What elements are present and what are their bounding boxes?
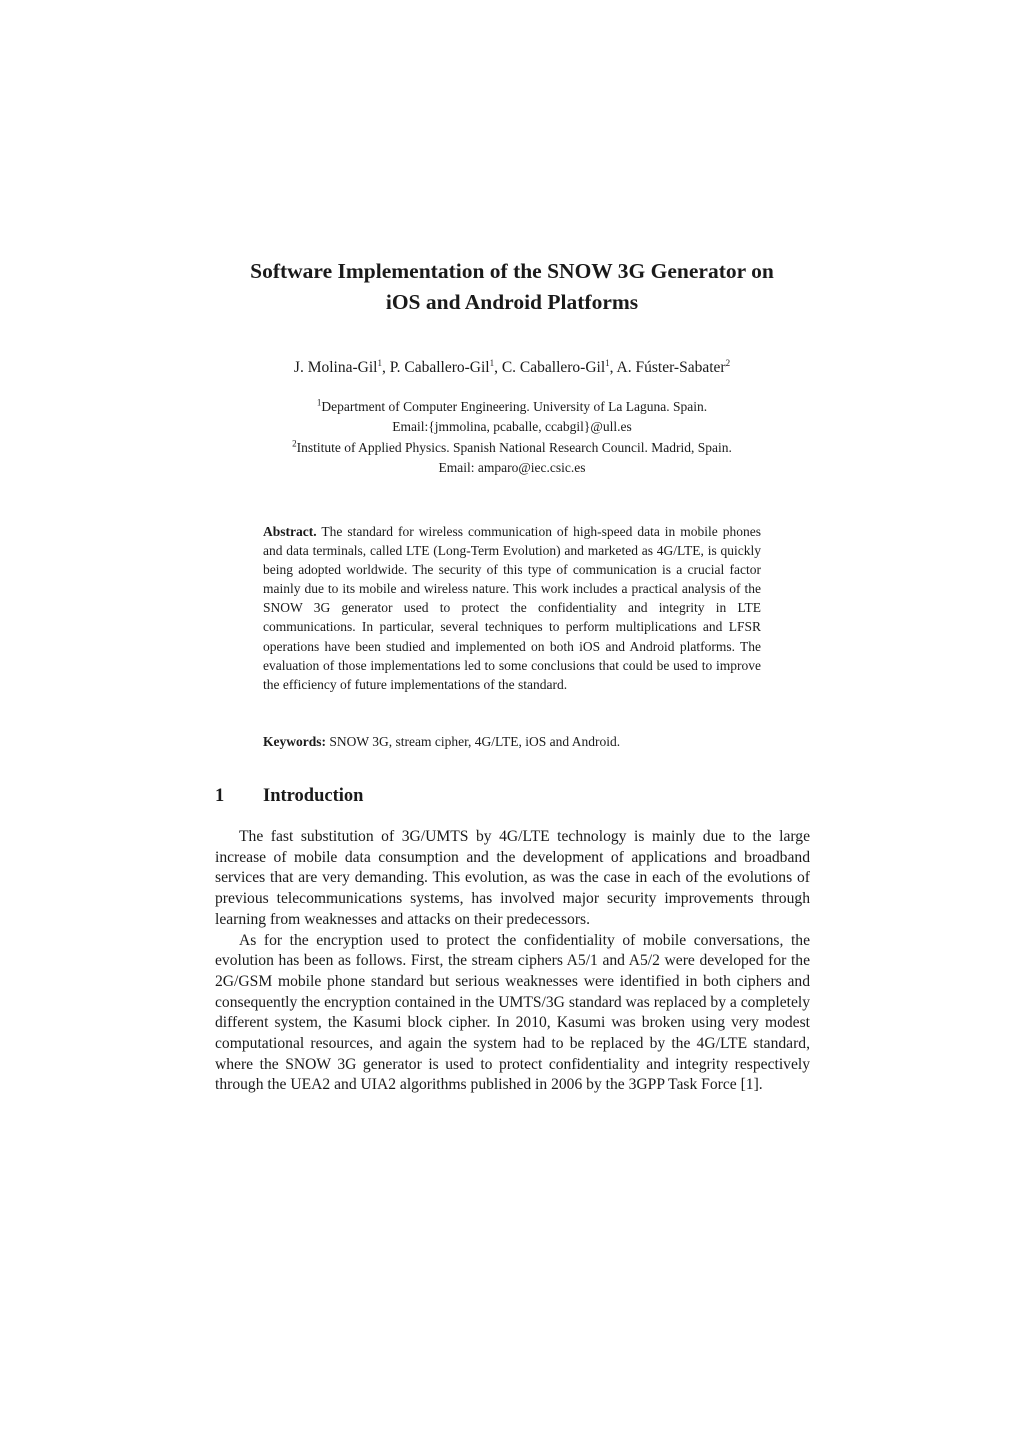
abstract-label: Abstract. bbox=[263, 524, 317, 539]
author-name: C. Caballero-Gil bbox=[501, 359, 606, 376]
abstract bbox=[263, 522, 761, 694]
affiliation-1-text: Department of Computer Engineering. University of La Laguna. Spain. bbox=[321, 399, 708, 414]
author-affiliation-mark: 1 bbox=[489, 357, 495, 368]
abstract-text: The standard for wireless communication of high-speed data in mobile phones and data terminals, called LTE (Long-Term Evolution) and marketed as 4G/LTE, is quickly being adopted worldwide. The security of this type of communication is a crucial factor mainly due to its mobile and wireless nature. This work includes a practical analysis of the SNOW 3G generator used to protect the confidentiality and integrity in LTE communications. In particular, several techniques to perform multiplications and LFSR operations have been studied and implemented on both iOS and Android platforms. The evaluation of those implementations led to some conclusions that could be used to improve the efficiency of future implementations of the standard. bbox=[263, 524, 761, 692]
author-affiliation-mark: 1 bbox=[605, 357, 610, 368]
author-affiliation-mark: 2 bbox=[725, 357, 731, 368]
author-separator: , bbox=[494, 359, 502, 376]
paper-title bbox=[150, 256, 874, 318]
body-paragraph-2: As for the encryption used to protect the confidentiality of mobile conversations, the evolution has been as follows. First, the stream ciphers A5/1 and A5/2 were developed for the 2G/GSM mobile phone standard but serious weaknesses were identified in both ciphers and consequently the encryption contained in the UMTS/3G standard was replaced by a completely different system, the Kasumi block cipher. In 2010, Kasumi was broken using very modest computational resources, and again the system had to be replaced by the 4G/LTE standard, where the SNOW 3G generator is used to protect confidentiality and integrity respectively through the UEA2 and UIA2 algorithms published in 2006 by the 3GPP Task Force [1]. bbox=[215, 931, 810, 1094]
author-separator: , bbox=[609, 359, 617, 376]
affiliation-1-email: Email:{jmmolina, pcaballe, ccabgil}@ull.es bbox=[392, 419, 632, 435]
author-affiliation-mark: 1 bbox=[377, 357, 382, 368]
affiliation-mark: 2 bbox=[292, 438, 297, 449]
section-body bbox=[215, 827, 810, 1096]
affiliation-1 bbox=[150, 397, 874, 417]
author-separator: , bbox=[381, 359, 390, 376]
title-line-1: Software Implementation of the SNOW 3G Generator on bbox=[250, 259, 774, 283]
affiliation-2 bbox=[150, 438, 874, 458]
affiliations bbox=[150, 397, 874, 478]
title-line-2: iOS and Android Platforms bbox=[385, 290, 639, 314]
section-title: Introduction bbox=[263, 786, 364, 806]
keywords-label: Keywords: bbox=[263, 734, 326, 749]
body-paragraph-1: The fast substitution of 3G/UMTS by 4G/LTE technology is mainly due to the large increase of mobile data consumption and the development of applications and broadband services that are very demanding. This evolution, as was the case in each of the evolutions of previous telecommunications systems, has involved major security improvements through learning from weaknesses and attacks on their predecessors. bbox=[215, 828, 810, 928]
section-number: 1 bbox=[215, 786, 225, 806]
affiliation-mark: 1 bbox=[316, 397, 322, 408]
author-name: A. Fúster-Sabater bbox=[616, 359, 726, 376]
author-list bbox=[150, 357, 874, 379]
keywords bbox=[263, 732, 761, 751]
affiliation-2-email: Email: amparo@iec.csic.es bbox=[438, 459, 586, 475]
author-name: J. Molina-Gil bbox=[293, 359, 378, 376]
keywords-text: SNOW 3G, stream cipher, 4G/LTE, iOS and Android. bbox=[329, 734, 621, 749]
section-heading bbox=[215, 784, 363, 808]
author-name: P. Caballero-Gil bbox=[389, 359, 490, 376]
affiliation-2-text: Institute of Applied Physics. Spanish National Research Council. Madrid, Spain. bbox=[296, 439, 732, 455]
